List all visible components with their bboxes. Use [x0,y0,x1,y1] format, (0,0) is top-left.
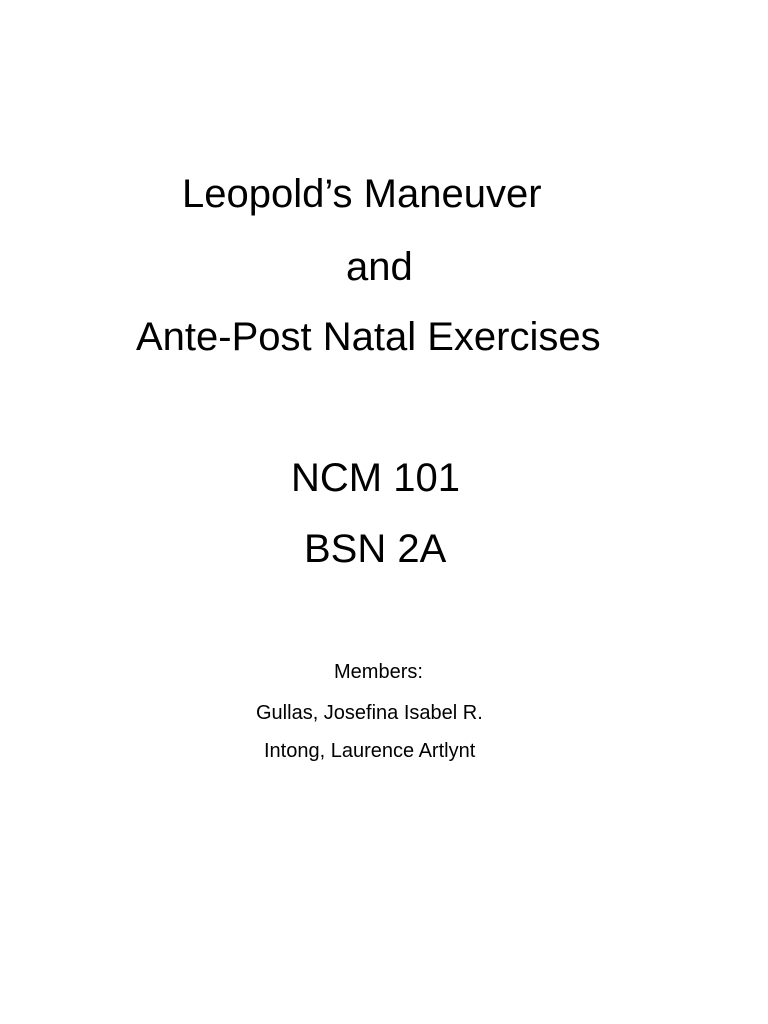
member-name: Gullas, Josefina Isabel R. [256,702,483,724]
section-name: BSN 2A [304,527,447,571]
members-label: Members: [334,661,423,683]
title-line-2: and [346,245,413,289]
title-line-1: Leopold’s Maneuver [182,172,542,216]
course-code: NCM 101 [291,456,460,500]
title-line-3: Ante-Post Natal Exercises [136,315,601,359]
member-name: Intong, Laurence Artlynt [264,740,476,762]
